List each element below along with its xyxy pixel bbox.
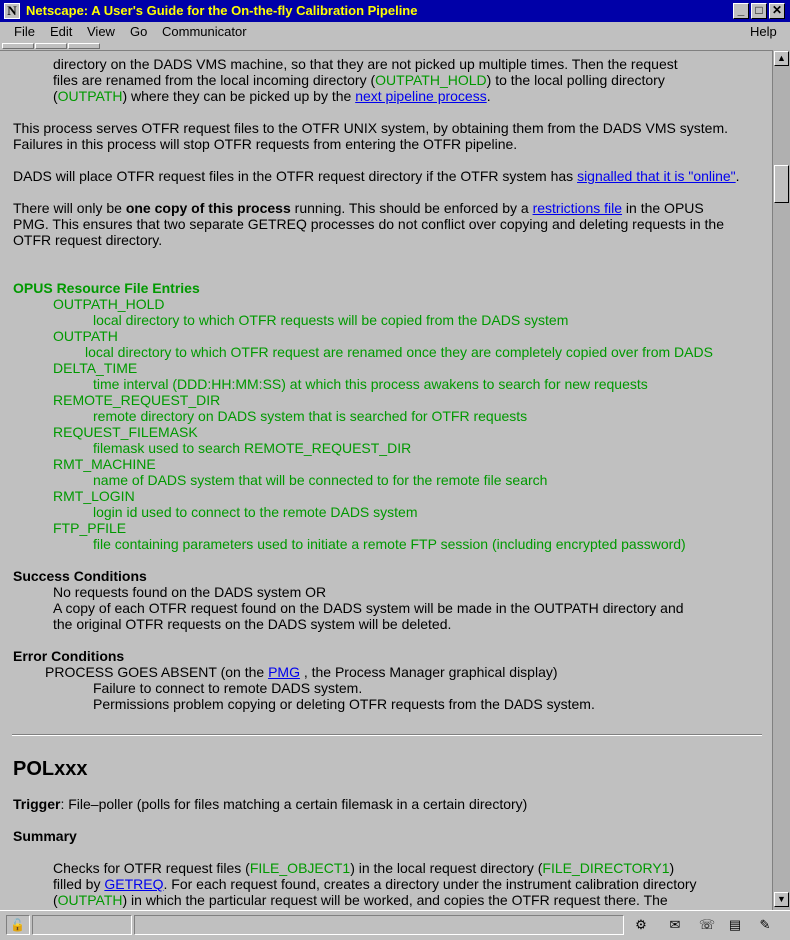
- resource-desc: time interval (DDD:HH:MM:SS) at which this process awakens to search for new requests: [93, 376, 648, 392]
- page-content: [0, 50, 772, 910]
- summary-heading: Summary: [13, 828, 77, 844]
- maximize-button[interactable]: □: [751, 3, 767, 19]
- text: : File–poller (polls for files matching a certain filemask in a certain directory): [60, 796, 528, 812]
- polxxx-title: POLxxx: [13, 758, 88, 780]
- security-indicator[interactable]: [6, 915, 30, 935]
- text: ): [669, 860, 675, 876]
- component-bar-discussions-icon[interactable]: ☏: [698, 917, 716, 932]
- error-heading: Error Conditions: [13, 648, 125, 664]
- window-title: Netscape: A User's Guide for the On-the-fly Calibration Pipeline: [26, 3, 418, 18]
- getreq-link[interactable]: GETREQ: [104, 876, 164, 892]
- menu-go[interactable]: Go: [130, 24, 148, 39]
- text: running. This should be enforced by a: [290, 200, 533, 216]
- component-bar-navigator-icon[interactable]: ⚙: [635, 917, 647, 932]
- pmg-link[interactable]: PMG: [268, 664, 300, 680]
- success-line-2: A copy of each OTFR request found on the DADS system will be made in the OUTPATH directory and: [53, 600, 684, 616]
- resource-key: RMT_LOGIN: [53, 488, 135, 504]
- text: one copy of this process: [125, 200, 291, 216]
- resource-key: DELTA_TIME: [53, 360, 138, 376]
- outpath-ref: OUTPATH: [57, 892, 123, 908]
- resource-key: OUTPATH_HOLD: [53, 296, 165, 312]
- scroll-up-arrow-icon[interactable]: ▲: [774, 51, 789, 66]
- resource-desc: login id used to connect to the remote DADS system: [93, 504, 418, 520]
- resource-desc: filemask used to search REMOTE_REQUEST_DIR: [93, 440, 412, 456]
- resource-key: OUTPATH: [53, 328, 118, 344]
- minimize-button[interactable]: _: [733, 3, 749, 19]
- resource-desc: local directory to which OTFR requests will be copied from the DADS system: [93, 312, 569, 328]
- component-bar-address-book-icon[interactable]: ▤: [728, 917, 742, 932]
- text: .: [735, 168, 740, 184]
- component-bar-composer-icon[interactable]: ✎: [759, 917, 771, 932]
- menu-view[interactable]: View: [87, 24, 115, 39]
- resource-desc: local directory to which OTFR request are renamed once they are completely copied over from DADS: [85, 344, 713, 360]
- success-line-1: No requests found on the DADS system OR: [53, 584, 327, 600]
- text: , the Process Manager graphical display): [299, 664, 558, 680]
- para1-line-2: Failures in this process will stop OTFR requests from entering the OTFR pipeline.: [13, 136, 518, 152]
- toolbar-grip-location[interactable]: [35, 43, 67, 49]
- next-pipeline-process-link[interactable]: next pipeline process: [355, 88, 487, 104]
- resource-key: REQUEST_FILEMASK: [53, 424, 198, 440]
- text: There will only be: [13, 200, 126, 216]
- collapsed-toolbars: [0, 42, 790, 50]
- menu-help[interactable]: Help: [750, 24, 777, 39]
- status-message-field: [134, 915, 624, 935]
- text: ) in the local request directory (: [350, 860, 543, 876]
- trigger-line: [13, 796, 527, 812]
- resource-key: FTP_PFILE: [53, 520, 127, 536]
- intro-line-1: directory on the DADS VMS machine, so that they are not picked up multiple times. Then the request: [53, 56, 678, 72]
- text: DADS will place OTFR request files in the OTFR request directory if the OTFR system has: [13, 168, 578, 184]
- resource-desc: file containing parameters used to initiate a remote FTP session (including encrypted password): [93, 536, 686, 552]
- toolbar-grip-navigation[interactable]: [2, 43, 34, 49]
- toolbar-grip-personal[interactable]: [68, 43, 100, 49]
- para3-line-3: OTFR request directory.: [13, 232, 163, 248]
- success-line-3: the original OTFR requests on the DADS system will be deleted.: [53, 616, 452, 632]
- progress-bar: [32, 915, 132, 935]
- menu-bar: [0, 22, 790, 42]
- scroll-down-arrow-icon[interactable]: ▼: [774, 892, 789, 907]
- outpath-hold-ref: OUTPATH_HOLD: [375, 72, 487, 88]
- error-line-3: Permissions problem copying or deleting OTFR requests from the DADS system.: [93, 696, 595, 712]
- text: . For each request found, creates a directory under the instrument calibration directory: [163, 876, 697, 892]
- para3-line-1: [13, 200, 704, 216]
- outpath-ref: OUTPATH: [57, 88, 123, 104]
- para2: [13, 168, 740, 184]
- resource-desc: remote directory on DADS system that is searched for OTFR requests: [93, 408, 528, 424]
- resource-key: RMT_MACHINE: [53, 456, 156, 472]
- lock-open-icon: 🔓: [10, 918, 25, 932]
- file-object1-ref: FILE_OBJECT1: [249, 860, 351, 876]
- text: .: [486, 88, 491, 104]
- text: filled by: [53, 876, 105, 892]
- menu-file[interactable]: File: [14, 24, 35, 39]
- text: Checks for OTFR request files (: [53, 860, 250, 876]
- summary-line-3: [53, 892, 668, 908]
- text: Trigger: [13, 796, 61, 812]
- text: ) where they can be picked up by the: [122, 88, 356, 104]
- component-bar-mail-icon[interactable]: ✉: [669, 917, 681, 932]
- error-line-1: [45, 664, 558, 680]
- section-divider: [12, 734, 762, 736]
- intro-line-2: [53, 72, 665, 88]
- text: ) to the local polling directory: [486, 72, 665, 88]
- netscape-logo-icon: N: [4, 3, 20, 19]
- window-title-bar[interactable]: [0, 0, 790, 22]
- status-bar: [0, 910, 790, 940]
- summary-line-2: [53, 876, 697, 892]
- text: ) in which the particular request will be worked, and copies the OTFR request there. The: [122, 892, 668, 908]
- intro-line-3: [53, 88, 491, 104]
- success-heading: Success Conditions: [13, 568, 147, 584]
- text: (: [53, 88, 58, 104]
- text: PROCESS GOES ABSENT (on the: [45, 664, 269, 680]
- menu-communicator[interactable]: Communicator: [162, 24, 247, 39]
- vertical-scrollbar[interactable]: [772, 50, 790, 910]
- restrictions-file-link[interactable]: restrictions file: [532, 200, 623, 216]
- resource-key: REMOTE_REQUEST_DIR: [53, 392, 221, 408]
- file-directory1-ref: FILE_DIRECTORY1: [542, 860, 670, 876]
- para3-line-2: PMG. This ensures that two separate GETREQ processes do not conflict over copying and deleting requests in the: [13, 216, 724, 232]
- text: (: [53, 892, 58, 908]
- text: in the OPUS: [622, 200, 704, 216]
- resources-heading: OPUS Resource File Entries: [13, 280, 200, 296]
- resource-desc: name of DADS system that will be connected to for the remote file search: [93, 472, 548, 488]
- para1-line-1: This process serves OTFR request files to the OTFR UNIX system, by obtaining them from the DADS VMS system.: [13, 120, 728, 136]
- signalled-online-link[interactable]: signalled that it is "online": [577, 168, 736, 184]
- scroll-thumb[interactable]: [774, 165, 789, 203]
- summary-line-1: [53, 860, 674, 876]
- close-button[interactable]: ✕: [769, 3, 785, 19]
- menu-edit[interactable]: Edit: [50, 24, 73, 39]
- text: files are renamed from the local incoming directory (: [53, 72, 376, 88]
- error-line-2: Failure to connect to remote DADS system.: [93, 680, 363, 696]
